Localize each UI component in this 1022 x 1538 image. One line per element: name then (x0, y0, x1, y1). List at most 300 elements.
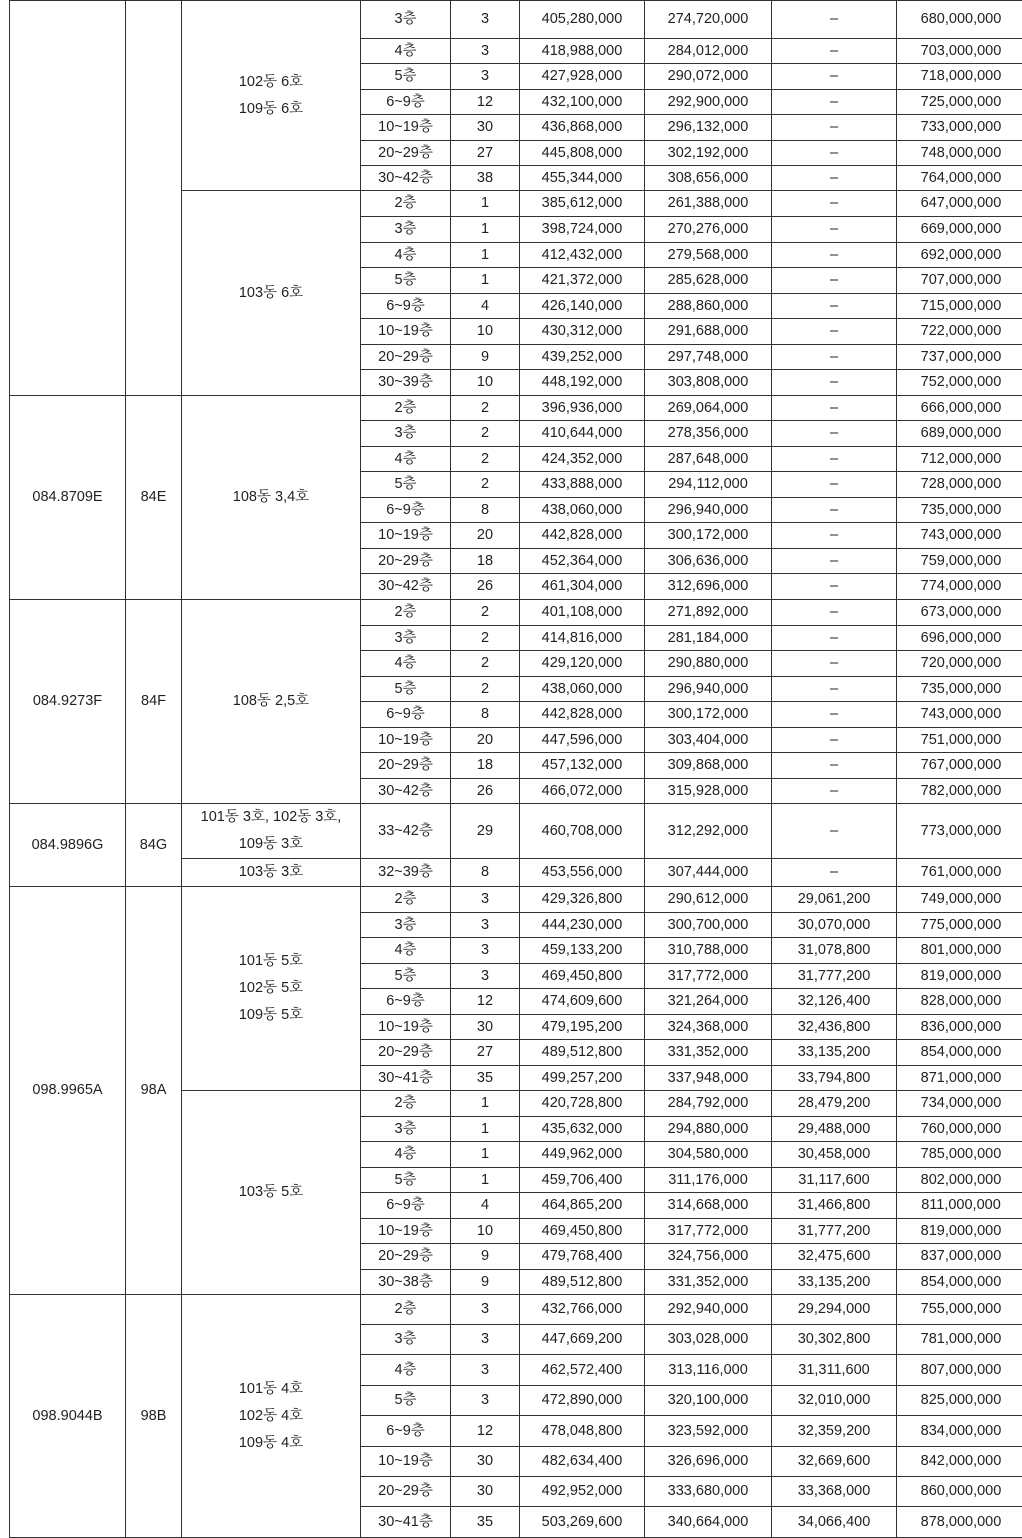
building-price-cell: 269,064,000 (645, 396, 772, 421)
floor-cell: 3층 (361, 626, 451, 651)
unit-count-cell: 8 (451, 702, 520, 728)
total-price-cell: 837,000,000 (897, 1244, 1022, 1270)
vat-cell: – (772, 243, 897, 268)
land-price-cell: 489,512,800 (520, 1040, 645, 1066)
land-price-cell: 464,865,200 (520, 1193, 645, 1219)
model-cell: 098.9965A (10, 887, 126, 1295)
building-price-cell: 300,172,000 (645, 702, 772, 728)
vat-cell: – (772, 472, 897, 498)
total-price-cell: 775,000,000 (897, 913, 1022, 938)
floor-cell: 5층 (361, 964, 451, 989)
land-price-cell: 396,936,000 (520, 396, 645, 421)
building-price-cell: 281,184,000 (645, 626, 772, 651)
floor-cell: 20~29층 (361, 549, 451, 574)
unit-location-cell (182, 1091, 361, 1295)
total-price-cell: 785,000,000 (897, 1142, 1022, 1168)
unit-count-cell: 3 (451, 964, 520, 989)
land-price-cell: 433,888,000 (520, 472, 645, 498)
building-price-cell: 274,720,000 (645, 1, 772, 39)
vat-cell: 32,475,600 (772, 1244, 897, 1270)
unit-count-cell: 3 (451, 64, 520, 90)
land-price-cell: 432,100,000 (520, 90, 645, 115)
vat-cell: 33,135,200 (772, 1270, 897, 1295)
land-price-cell: 455,344,000 (520, 166, 645, 191)
floor-cell: 6~9층 (361, 498, 451, 523)
building-price-cell: 290,612,000 (645, 887, 772, 913)
floor-cell: 10~19층 (361, 115, 451, 141)
building-price-cell: 261,388,000 (645, 191, 772, 217)
vat-cell: 29,061,200 (772, 887, 897, 913)
floor-cell: 30~38층 (361, 1270, 451, 1295)
land-price-cell: 460,708,000 (520, 804, 645, 859)
land-price-cell: 427,928,000 (520, 64, 645, 90)
floor-cell: 3층 (361, 421, 451, 447)
total-price-cell: 760,000,000 (897, 1117, 1022, 1142)
land-price-cell: 424,352,000 (520, 447, 645, 472)
unit-location-line: 102동 5호 (182, 975, 360, 1002)
vat-cell: – (772, 677, 897, 702)
unit-location-line: 103동 5호 (182, 1179, 360, 1206)
unit-location-line: 101동 3호, 102동 3호, (182, 804, 360, 831)
total-price-cell: 735,000,000 (897, 498, 1022, 523)
total-price-cell: 735,000,000 (897, 677, 1022, 702)
building-price-cell: 333,680,000 (645, 1477, 772, 1507)
total-price-cell: 733,000,000 (897, 115, 1022, 141)
floor-cell: 5층 (361, 268, 451, 294)
total-price-cell: 878,000,000 (897, 1507, 1022, 1538)
unit-count-cell: 12 (451, 989, 520, 1015)
unit-count-cell: 1 (451, 1168, 520, 1193)
vat-cell: 33,135,200 (772, 1040, 897, 1066)
unit-location-cell (182, 859, 361, 887)
floor-cell: 6~9층 (361, 702, 451, 728)
vat-cell: 30,458,000 (772, 1142, 897, 1168)
floor-cell: 20~29층 (361, 141, 451, 166)
floor-cell: 10~19층 (361, 1447, 451, 1477)
land-price-cell: 448,192,000 (520, 370, 645, 396)
floor-cell: 30~39층 (361, 370, 451, 396)
vat-cell: – (772, 728, 897, 753)
vat-cell: 29,488,000 (772, 1117, 897, 1142)
land-price-cell: 469,450,800 (520, 964, 645, 989)
unit-location-line: 109동 4호 (182, 1430, 360, 1457)
building-price-cell: 284,012,000 (645, 39, 772, 64)
floor-cell: 3층 (361, 913, 451, 938)
building-price-cell: 278,356,000 (645, 421, 772, 447)
floor-cell: 5층 (361, 64, 451, 90)
vat-cell: 32,669,600 (772, 1447, 897, 1477)
type-cell: 84G (126, 804, 182, 887)
vat-cell: – (772, 804, 897, 859)
total-price-cell: 666,000,000 (897, 396, 1022, 421)
vat-cell: – (772, 447, 897, 472)
vat-cell: – (772, 523, 897, 549)
floor-cell: 3층 (361, 1, 451, 39)
vat-cell: – (772, 574, 897, 600)
unit-count-cell: 35 (451, 1507, 520, 1538)
total-price-cell: 703,000,000 (897, 39, 1022, 64)
vat-cell: 30,070,000 (772, 913, 897, 938)
unit-count-cell: 1 (451, 217, 520, 243)
building-price-cell: 321,264,000 (645, 989, 772, 1015)
unit-count-cell: 2 (451, 447, 520, 472)
unit-count-cell: 29 (451, 804, 520, 859)
land-price-cell: 482,634,400 (520, 1447, 645, 1477)
land-price-cell: 447,596,000 (520, 728, 645, 753)
building-price-cell: 270,276,000 (645, 217, 772, 243)
building-price-cell: 307,444,000 (645, 859, 772, 887)
floor-cell: 2층 (361, 1295, 451, 1325)
building-price-cell: 310,788,000 (645, 938, 772, 964)
building-price-cell: 297,748,000 (645, 345, 772, 370)
vat-cell: – (772, 702, 897, 728)
building-price-cell: 303,028,000 (645, 1325, 772, 1355)
floor-cell: 30~41층 (361, 1507, 451, 1538)
unit-count-cell: 1 (451, 1117, 520, 1142)
total-price-cell: 737,000,000 (897, 345, 1022, 370)
floor-cell: 6~9층 (361, 1416, 451, 1447)
total-price-cell: 689,000,000 (897, 421, 1022, 447)
unit-count-cell: 27 (451, 141, 520, 166)
floor-cell: 20~29층 (361, 753, 451, 779)
total-price-cell: 748,000,000 (897, 141, 1022, 166)
vat-cell: 31,466,800 (772, 1193, 897, 1219)
vat-cell: 28,479,200 (772, 1091, 897, 1117)
building-price-cell: 309,868,000 (645, 753, 772, 779)
unit-count-cell: 2 (451, 677, 520, 702)
vat-cell: 29,294,000 (772, 1295, 897, 1325)
total-price-cell: 749,000,000 (897, 887, 1022, 913)
total-price-cell: 807,000,000 (897, 1355, 1022, 1386)
land-price-cell: 398,724,000 (520, 217, 645, 243)
unit-count-cell: 3 (451, 913, 520, 938)
vat-cell: – (772, 319, 897, 345)
building-price-cell: 296,940,000 (645, 677, 772, 702)
floor-cell: 5층 (361, 677, 451, 702)
land-price-cell: 401,108,000 (520, 600, 645, 626)
floor-cell: 4층 (361, 39, 451, 64)
floor-cell: 20~29층 (361, 345, 451, 370)
floor-cell: 2층 (361, 600, 451, 626)
floor-cell: 4층 (361, 938, 451, 964)
floor-cell: 5층 (361, 1386, 451, 1416)
unit-location-line: 108동 2,5호 (182, 688, 360, 715)
total-price-cell: 680,000,000 (897, 1, 1022, 39)
land-price-cell: 444,230,000 (520, 913, 645, 938)
model-cell: 084.9896G (10, 804, 126, 887)
unit-count-cell: 1 (451, 191, 520, 217)
floor-cell: 33~42층 (361, 804, 451, 859)
land-price-cell: 385,612,000 (520, 191, 645, 217)
building-price-cell: 288,860,000 (645, 294, 772, 319)
floor-cell: 3층 (361, 1325, 451, 1355)
building-price-cell: 315,928,000 (645, 779, 772, 804)
building-price-cell: 313,116,000 (645, 1355, 772, 1386)
land-price-cell: 449,962,000 (520, 1142, 645, 1168)
building-price-cell: 284,792,000 (645, 1091, 772, 1117)
total-price-cell: 842,000,000 (897, 1447, 1022, 1477)
building-price-cell: 285,628,000 (645, 268, 772, 294)
unit-count-cell: 10 (451, 319, 520, 345)
unit-location-line: 103동 3호 (182, 859, 360, 886)
vat-cell: 34,066,400 (772, 1507, 897, 1538)
total-price-cell: 834,000,000 (897, 1416, 1022, 1447)
unit-location-line: 101동 4호 (182, 1376, 360, 1403)
building-price-cell: 317,772,000 (645, 1219, 772, 1244)
land-price-cell: 442,828,000 (520, 702, 645, 728)
unit-count-cell: 3 (451, 39, 520, 64)
table-row (10, 1, 1022, 39)
building-price-cell: 303,808,000 (645, 370, 772, 396)
unit-count-cell: 30 (451, 1015, 520, 1040)
total-price-cell: 707,000,000 (897, 268, 1022, 294)
vat-cell: 30,302,800 (772, 1325, 897, 1355)
total-price-cell: 828,000,000 (897, 989, 1022, 1015)
floor-cell: 20~29층 (361, 1477, 451, 1507)
total-price-cell: 752,000,000 (897, 370, 1022, 396)
land-price-cell: 461,304,000 (520, 574, 645, 600)
floor-cell: 3층 (361, 1117, 451, 1142)
floor-cell: 5층 (361, 1168, 451, 1193)
vat-cell: 31,777,200 (772, 1219, 897, 1244)
building-price-cell: 323,592,000 (645, 1416, 772, 1447)
vat-cell: – (772, 191, 897, 217)
total-price-cell: 755,000,000 (897, 1295, 1022, 1325)
price-table (9, 0, 1022, 1538)
building-price-cell: 290,072,000 (645, 64, 772, 90)
total-price-cell: 669,000,000 (897, 217, 1022, 243)
unit-count-cell: 30 (451, 115, 520, 141)
vat-cell: 31,117,600 (772, 1168, 897, 1193)
building-price-cell: 306,636,000 (645, 549, 772, 574)
total-price-cell: 767,000,000 (897, 753, 1022, 779)
building-price-cell: 300,172,000 (645, 523, 772, 549)
building-price-cell: 314,668,000 (645, 1193, 772, 1219)
land-price-cell: 445,808,000 (520, 141, 645, 166)
building-price-cell: 312,292,000 (645, 804, 772, 859)
floor-cell: 5층 (361, 472, 451, 498)
building-price-cell: 300,700,000 (645, 913, 772, 938)
floor-cell: 2층 (361, 396, 451, 421)
unit-count-cell: 8 (451, 498, 520, 523)
total-price-cell: 673,000,000 (897, 600, 1022, 626)
land-price-cell: 426,140,000 (520, 294, 645, 319)
unit-location-cell (182, 600, 361, 804)
unit-count-cell: 20 (451, 523, 520, 549)
type-cell: 98B (126, 1295, 182, 1538)
building-price-cell: 317,772,000 (645, 964, 772, 989)
total-price-cell: 811,000,000 (897, 1193, 1022, 1219)
land-price-cell: 429,326,800 (520, 887, 645, 913)
land-price-cell: 457,132,000 (520, 753, 645, 779)
land-price-cell: 462,572,400 (520, 1355, 645, 1386)
unit-count-cell: 9 (451, 345, 520, 370)
price-table-body (10, 1, 1022, 1538)
vat-cell: 32,359,200 (772, 1416, 897, 1447)
vat-cell: – (772, 859, 897, 887)
unit-location-cell (182, 887, 361, 1091)
vat-cell: 31,311,600 (772, 1355, 897, 1386)
land-price-cell: 438,060,000 (520, 498, 645, 523)
unit-location-line: 102동 4호 (182, 1403, 360, 1430)
land-price-cell: 412,432,000 (520, 243, 645, 268)
unit-count-cell: 9 (451, 1270, 520, 1295)
total-price-cell: 725,000,000 (897, 90, 1022, 115)
vat-cell: – (772, 268, 897, 294)
floor-cell: 4층 (361, 243, 451, 268)
vat-cell: – (772, 421, 897, 447)
total-price-cell: 718,000,000 (897, 64, 1022, 90)
unit-location-cell (182, 804, 361, 859)
land-price-cell: 492,952,000 (520, 1477, 645, 1507)
total-price-cell: 759,000,000 (897, 549, 1022, 574)
land-price-cell: 474,609,600 (520, 989, 645, 1015)
unit-count-cell: 1 (451, 243, 520, 268)
building-price-cell: 331,352,000 (645, 1040, 772, 1066)
table-row (10, 600, 1022, 626)
total-price-cell: 819,000,000 (897, 964, 1022, 989)
land-price-cell: 439,252,000 (520, 345, 645, 370)
land-price-cell: 452,364,000 (520, 549, 645, 574)
land-price-cell: 438,060,000 (520, 677, 645, 702)
unit-count-cell: 2 (451, 626, 520, 651)
land-price-cell: 469,450,800 (520, 1219, 645, 1244)
vat-cell: 33,794,800 (772, 1066, 897, 1091)
unit-count-cell: 3 (451, 1295, 520, 1325)
total-price-cell: 854,000,000 (897, 1270, 1022, 1295)
vat-cell: – (772, 498, 897, 523)
unit-location-line: 108동 3,4호 (182, 484, 360, 511)
unit-count-cell: 2 (451, 651, 520, 677)
land-price-cell: 421,372,000 (520, 268, 645, 294)
building-price-cell: 324,368,000 (645, 1015, 772, 1040)
building-price-cell: 294,112,000 (645, 472, 772, 498)
total-price-cell: 860,000,000 (897, 1477, 1022, 1507)
floor-cell: 4층 (361, 1355, 451, 1386)
vat-cell: – (772, 396, 897, 421)
floor-cell: 4층 (361, 447, 451, 472)
total-price-cell: 773,000,000 (897, 804, 1022, 859)
land-price-cell: 503,269,600 (520, 1507, 645, 1538)
unit-count-cell: 3 (451, 887, 520, 913)
building-price-cell: 271,892,000 (645, 600, 772, 626)
total-price-cell: 764,000,000 (897, 166, 1022, 191)
building-price-cell: 311,176,000 (645, 1168, 772, 1193)
unit-count-cell: 1 (451, 1142, 520, 1168)
unit-count-cell: 26 (451, 779, 520, 804)
unit-count-cell: 4 (451, 294, 520, 319)
vat-cell: – (772, 626, 897, 651)
unit-count-cell: 20 (451, 728, 520, 753)
land-price-cell: 442,828,000 (520, 523, 645, 549)
building-price-cell: 324,756,000 (645, 1244, 772, 1270)
floor-cell: 6~9층 (361, 989, 451, 1015)
unit-location-cell (182, 191, 361, 396)
unit-location-cell (182, 1, 361, 191)
unit-count-cell: 30 (451, 1447, 520, 1477)
vat-cell: – (772, 1, 897, 39)
floor-cell: 30~42층 (361, 574, 451, 600)
vat-cell: – (772, 600, 897, 626)
land-price-cell: 466,072,000 (520, 779, 645, 804)
total-price-cell: 712,000,000 (897, 447, 1022, 472)
type-cell: 98A (126, 887, 182, 1295)
total-price-cell: 722,000,000 (897, 319, 1022, 345)
land-price-cell: 499,257,200 (520, 1066, 645, 1091)
land-price-cell: 489,512,800 (520, 1270, 645, 1295)
floor-cell: 3층 (361, 217, 451, 243)
building-price-cell: 326,696,000 (645, 1447, 772, 1477)
vat-cell: – (772, 651, 897, 677)
floor-cell: 30~42층 (361, 779, 451, 804)
floor-cell: 4층 (361, 1142, 451, 1168)
unit-count-cell: 2 (451, 600, 520, 626)
floor-cell: 10~19층 (361, 319, 451, 345)
unit-count-cell: 35 (451, 1066, 520, 1091)
building-price-cell: 304,580,000 (645, 1142, 772, 1168)
building-price-cell: 296,132,000 (645, 115, 772, 141)
floor-cell: 2층 (361, 887, 451, 913)
land-price-cell: 420,728,800 (520, 1091, 645, 1117)
building-price-cell: 302,192,000 (645, 141, 772, 166)
total-price-cell: 734,000,000 (897, 1091, 1022, 1117)
total-price-cell: 743,000,000 (897, 702, 1022, 728)
floor-cell: 10~19층 (361, 1015, 451, 1040)
building-price-cell: 296,940,000 (645, 498, 772, 523)
land-price-cell: 405,280,000 (520, 1, 645, 39)
land-price-cell: 418,988,000 (520, 39, 645, 64)
building-price-cell: 294,880,000 (645, 1117, 772, 1142)
land-price-cell: 430,312,000 (520, 319, 645, 345)
unit-location-line: 109동 6호 (182, 96, 360, 123)
land-price-cell: 459,133,200 (520, 938, 645, 964)
unit-count-cell: 10 (451, 370, 520, 396)
total-price-cell: 836,000,000 (897, 1015, 1022, 1040)
building-price-cell: 331,352,000 (645, 1270, 772, 1295)
table-row (10, 804, 1022, 859)
building-price-cell: 292,900,000 (645, 90, 772, 115)
type-cell: 84F (126, 600, 182, 804)
unit-location-line: 103동 6호 (182, 280, 360, 307)
building-price-cell: 287,648,000 (645, 447, 772, 472)
vat-cell: – (772, 370, 897, 396)
table-row (10, 396, 1022, 421)
unit-count-cell: 9 (451, 1244, 520, 1270)
vat-cell: – (772, 549, 897, 574)
floor-cell: 10~19층 (361, 523, 451, 549)
type-cell: 84E (126, 396, 182, 600)
vat-cell: – (772, 115, 897, 141)
building-price-cell: 308,656,000 (645, 166, 772, 191)
land-price-cell: 479,195,200 (520, 1015, 645, 1040)
building-price-cell: 337,948,000 (645, 1066, 772, 1091)
unit-count-cell: 3 (451, 1355, 520, 1386)
unit-count-cell: 27 (451, 1040, 520, 1066)
unit-count-cell: 18 (451, 753, 520, 779)
unit-count-cell: 30 (451, 1477, 520, 1507)
land-price-cell: 479,768,400 (520, 1244, 645, 1270)
unit-count-cell: 10 (451, 1219, 520, 1244)
model-cell: 084.8709E (10, 396, 126, 600)
land-price-cell: 435,632,000 (520, 1117, 645, 1142)
vat-cell: – (772, 294, 897, 319)
table-row (10, 887, 1022, 913)
unit-count-cell: 4 (451, 1193, 520, 1219)
total-price-cell: 715,000,000 (897, 294, 1022, 319)
unit-location-line: 109동 3호 (182, 831, 360, 858)
total-price-cell: 692,000,000 (897, 243, 1022, 268)
total-price-cell: 751,000,000 (897, 728, 1022, 753)
